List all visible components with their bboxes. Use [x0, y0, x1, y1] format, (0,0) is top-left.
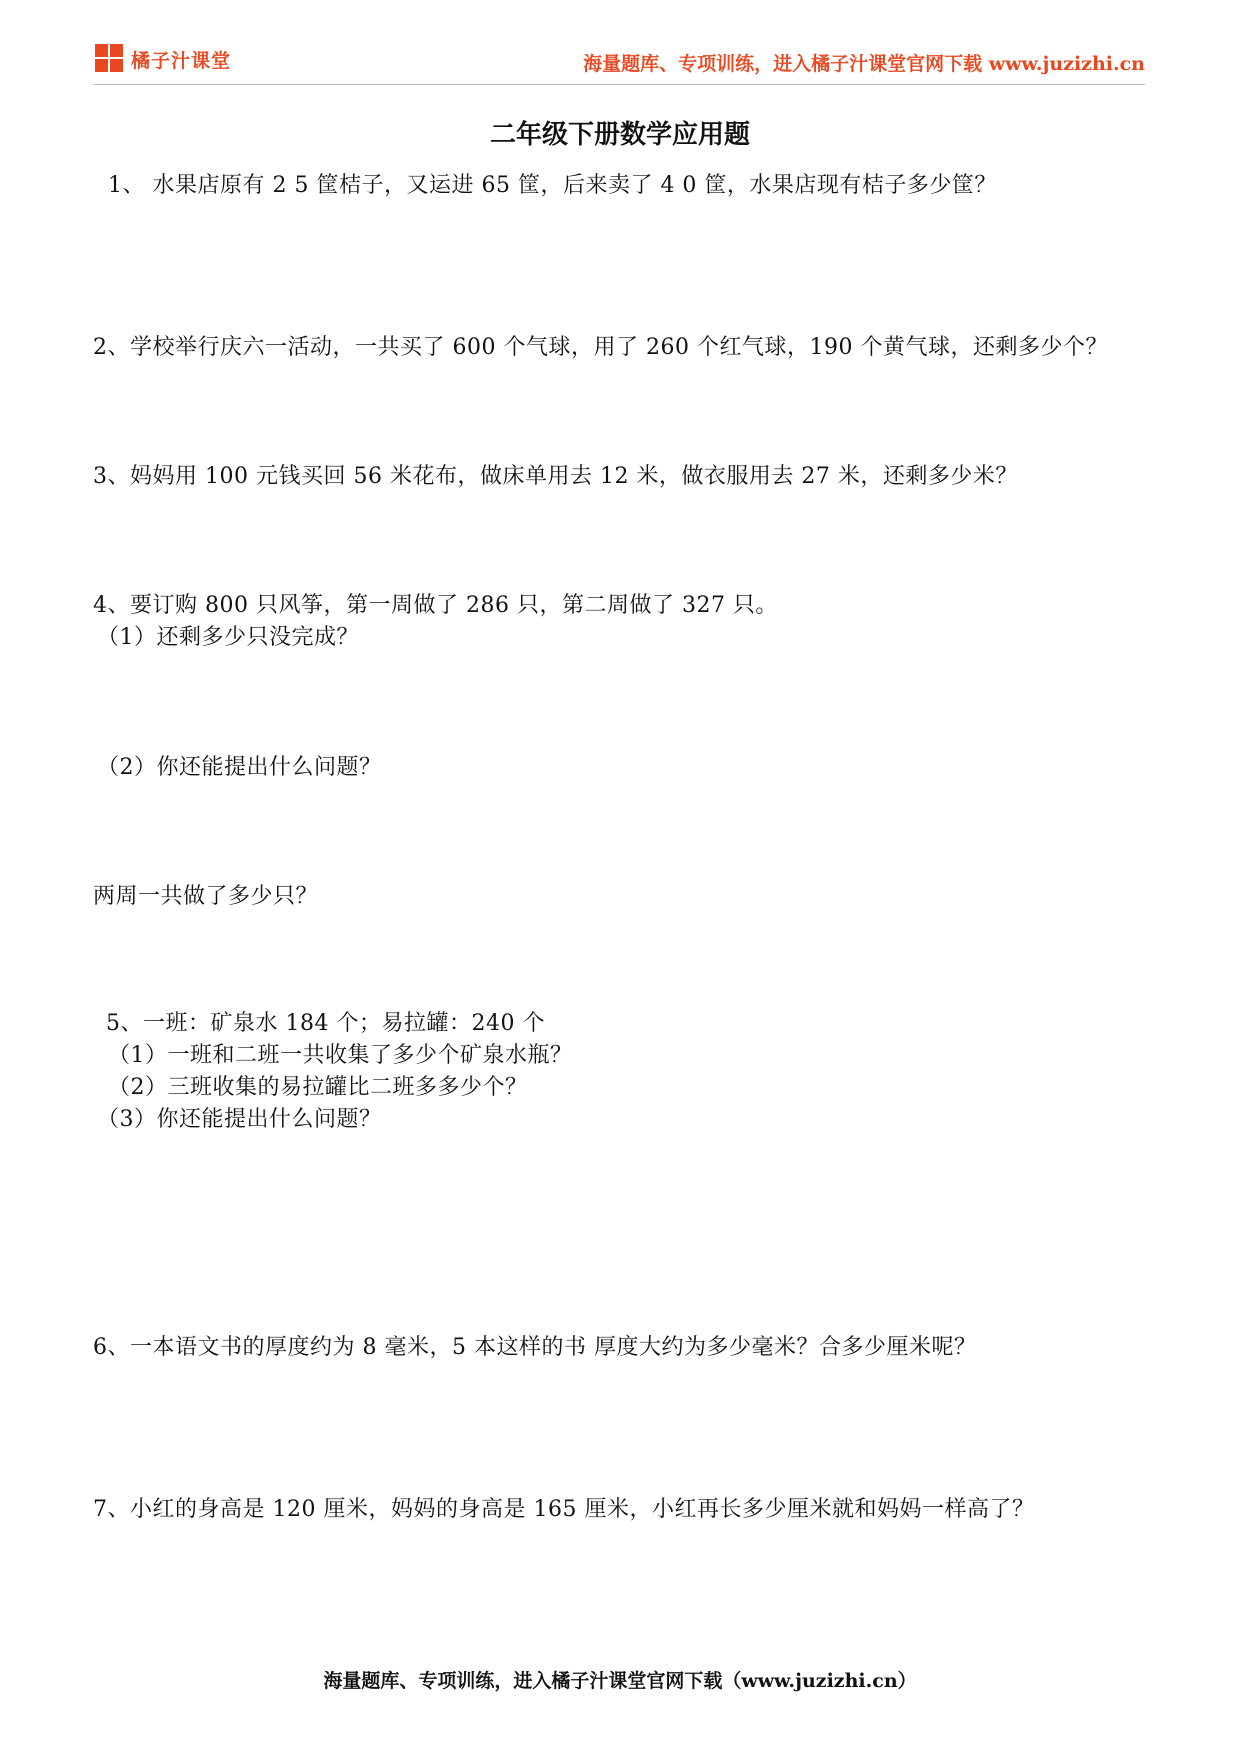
logo-text: 橘子汁课堂: [131, 49, 232, 72]
question-4-part-2: （2）你还能提出什么问题？: [97, 755, 382, 780]
question-7: 7、小红的身高是 120 厘米，妈妈的身高是 165 厘米，小红再长多少厘米就和妈妈一样高了？: [93, 1497, 1035, 1522]
question-2: 2、学校举行庆六一活动，一共买了 600 个气球，用了 260 个红气球，190 个黄气球，还剩多少个？: [93, 335, 1108, 360]
question-3: 3、妈妈用 100 元钱买回 56 米花布，做床单用去 12 米，做衣服用去 27 米，还剩多少米？: [93, 464, 1018, 489]
logo[interactable]: [95, 44, 231, 74]
page-title: 二年级下册数学应用题: [489, 120, 750, 150]
question-5-part-1: （1）一班和二班一共收集了多少个矿泉水瓶？: [108, 1043, 573, 1068]
question-4-stem: 4、要订购 800 只风筝，第一周做了 286 只，第二周做了 327 只。: [93, 593, 778, 618]
header-divider: [93, 84, 1145, 85]
question-4-part-1: （1）还剩多少只没完成？: [97, 625, 359, 650]
question-4-part-3: 两周一共做了多少只？: [93, 884, 319, 909]
question-5-part-3: （3）你还能提出什么问题？: [97, 1107, 382, 1132]
logo-icon: [95, 44, 125, 74]
question-5-stem: 5、一班：矿泉水 184 个；易拉罐：240 个: [106, 1011, 545, 1036]
question-1: 1、 水果店原有 2 5 筐桔子，又运进 65 筐，后来卖了 4 0 筐，水果店现有桔子多少筐？: [108, 173, 997, 198]
footer-text: 海量题库、专项训练，进入橘子汁课堂官网下载（www.juzizhi.cn）: [323, 1670, 917, 1692]
question-6: 6、一本语文书的厚度约为 8 毫米，5 本这样的书 厚度大约为多少毫米？合多少厘米呢？: [93, 1335, 977, 1360]
question-5-part-2: （2）三班收集的易拉罐比二班多多少个？: [108, 1075, 528, 1100]
header-tagline: 海量题库、专项训练，进入橘子汁课堂官网下载 www.juzizhi.cn: [583, 53, 1145, 75]
